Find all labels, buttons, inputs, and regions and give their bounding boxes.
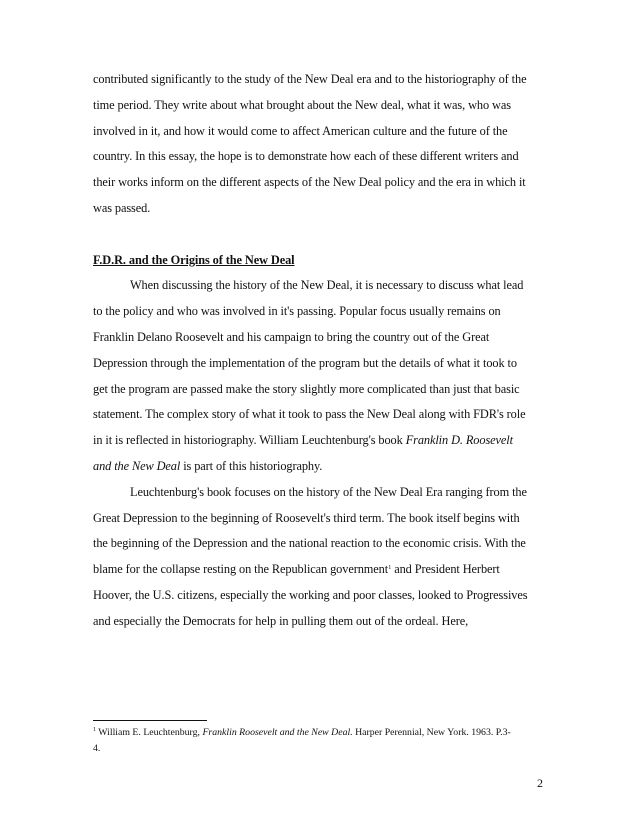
footnote-line: 4.	[93, 743, 101, 754]
book-title: Franklin D. Roosevelt	[405, 433, 513, 448]
text-line: was passed.	[93, 200, 151, 215]
paragraph-gap	[93, 222, 548, 248]
text-run: blame for the collapse resting on the Republican government	[93, 562, 389, 577]
text-run: is part of this historiography.	[180, 458, 323, 473]
footnote-number: 1	[93, 727, 96, 733]
text-line: statement. The complex story of what it took to pass the New Deal along with FDR's role	[93, 407, 526, 422]
text-line: Depression through the implementation of the program but the details of what it took to	[93, 355, 517, 370]
footnote-title: Franklin Roosevelt and the New Deal.	[202, 727, 353, 738]
text-line: involved in it, and how it would come to affect American culture and the future of the	[93, 123, 508, 138]
text-line: time period. They write about what brought about the New deal, what it was, who was	[93, 97, 511, 112]
text-line	[93, 454, 548, 480]
footnote-line	[93, 725, 548, 741]
page-number: 2	[537, 776, 543, 790]
text-line: contributed significantly to the study of the New Deal era and to the historiography of the	[93, 72, 527, 86]
text-line: Hoover, the U.S. citizens, especially the working and poor classes, looked to Progressives	[93, 587, 528, 602]
footnote-author: William E. Leuchtenburg,	[96, 727, 203, 738]
text-run: and President Herbert	[391, 562, 500, 577]
text-line: get the program are passed make the story slightly more complicated than just that basic	[93, 381, 520, 396]
text-line: their works inform on the different aspects of the New Deal policy and the era in which it	[93, 175, 526, 190]
text-line: Leuchtenburg's book focuses on the history of the New Deal Era ranging from the	[130, 484, 527, 499]
footnote-divider	[93, 720, 207, 721]
text-line: Franklin Delano Roosevelt and his campaign to bring the country out of the Great	[93, 329, 490, 344]
footnote-publisher: Harper Perennial, New York. 1963. P.3-	[352, 727, 511, 738]
text-line: country. In this essay, the hope is to demonstrate how each of these different writers and	[93, 149, 519, 164]
body-text	[93, 67, 548, 635]
text-run: in it is reflected in historiography. William Leuchtenburg's book	[93, 433, 406, 448]
section-heading: F.D.R. and the Origins of the New Deal	[93, 252, 295, 267]
text-line: to the policy and who was involved in it's passing. Popular focus usually remains on	[93, 304, 501, 319]
text-line: When discussing the history of the New Deal, it is necessary to discuss what lead	[130, 278, 524, 293]
text-line	[93, 557, 548, 583]
footnote	[93, 725, 548, 757]
text-line	[93, 428, 548, 454]
footnote-marker[interactable]: 1	[388, 564, 392, 572]
text-line: the beginning of the Depression and the national reaction to the economic crisis. With the	[93, 536, 526, 551]
text-line: Great Depression to the beginning of Roosevelt's third term. The book itself begins with	[93, 510, 520, 525]
text-line: and especially the Democrats for help in pulling them out of the ordeal. Here,	[93, 613, 469, 628]
book-title: and the New Deal	[93, 458, 181, 473]
